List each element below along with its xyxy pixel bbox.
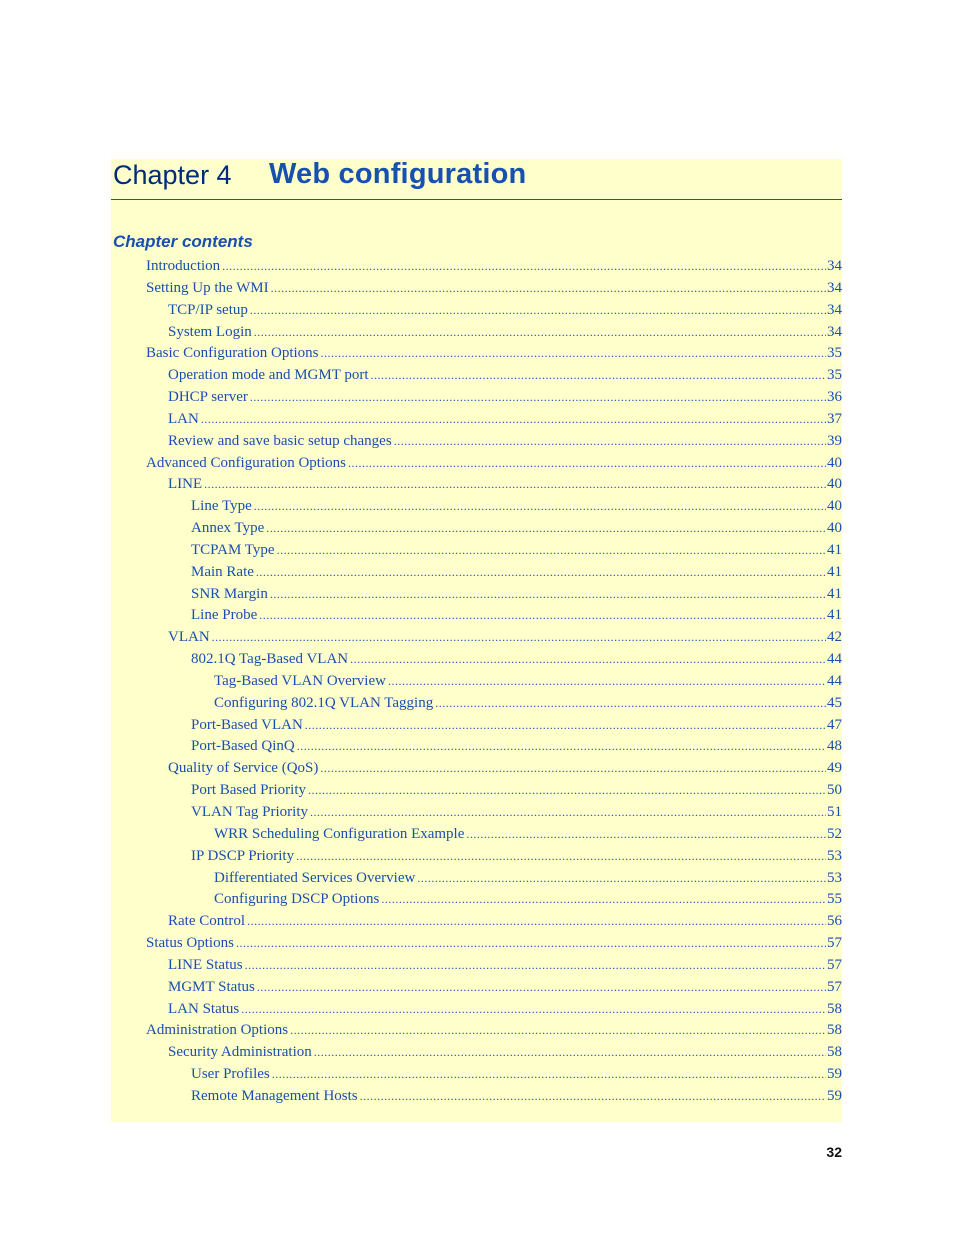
toc-entry-title: Introduction [146, 258, 221, 274]
toc-dot-leader [236, 936, 826, 951]
toc-entry-page: 55 [827, 891, 842, 907]
toc-entry-title: Main Rate [191, 564, 254, 580]
toc-dot-leader [417, 871, 826, 886]
toc-entry-page: 41 [827, 542, 842, 558]
toc-dot-leader [371, 368, 826, 383]
toc-entry[interactable] [146, 280, 842, 302]
toc-entry[interactable] [214, 673, 842, 695]
toc-entry[interactable] [146, 1022, 842, 1044]
toc-dot-leader [297, 739, 826, 754]
toc-entry-page: 36 [827, 389, 842, 405]
toc-entry-page: 40 [827, 498, 842, 514]
page-number: 32 [826, 1144, 842, 1160]
toc-entry[interactable] [191, 717, 842, 739]
toc-dot-leader [388, 674, 826, 689]
toc-entry-title: 802.1Q Tag-Based VLAN [191, 651, 349, 667]
toc-entry-title: Advanced Configuration Options [146, 455, 346, 471]
toc-entry-page: 59 [827, 1088, 842, 1104]
toc-entry-title: Configuring DSCP Options [214, 891, 380, 907]
toc-dot-leader [204, 477, 826, 492]
toc-entry-page: 57 [827, 957, 842, 973]
toc-entry[interactable] [168, 760, 842, 782]
toc-entry[interactable] [168, 367, 842, 389]
toc-entry[interactable] [146, 345, 842, 367]
toc-entry[interactable] [168, 389, 842, 411]
toc-dot-leader [310, 805, 826, 820]
toc-entry-title: Quality of Service (QoS) [168, 760, 319, 776]
toc-entry-page: 51 [827, 804, 842, 820]
toc-dot-leader [308, 783, 826, 798]
toc-dot-leader [466, 827, 826, 842]
toc-dot-leader [259, 608, 826, 623]
toc-entry[interactable] [214, 870, 842, 892]
toc-dot-leader [245, 958, 826, 973]
toc-entry-page: 47 [827, 717, 842, 733]
toc-entry-page: 41 [827, 564, 842, 580]
toc-entry-page: 50 [827, 782, 842, 798]
toc-entry-title: Remote Management Hosts [191, 1088, 358, 1104]
toc-entry-title: LAN Status [168, 1001, 240, 1017]
toc-entry-page: 34 [827, 280, 842, 296]
toc-entry[interactable] [214, 695, 842, 717]
toc-entry-page: 44 [827, 651, 842, 667]
toc-dot-leader [201, 412, 826, 427]
toc-dot-leader [290, 1023, 826, 1038]
toc-entry-page: 48 [827, 738, 842, 754]
toc-entry-title: IP DSCP Priority [191, 848, 295, 864]
toc-entry-page: 37 [827, 411, 842, 427]
toc-entry-page: 49 [827, 760, 842, 776]
toc-entry-title: Differentiated Services Overview [214, 870, 416, 886]
toc-entry[interactable] [168, 979, 842, 1001]
toc-entry-title: VLAN Tag Priority [191, 804, 308, 820]
toc-entry-page: 44 [827, 673, 842, 689]
toc-entry-page: 53 [827, 848, 842, 864]
toc-entry-title: DHCP server [168, 389, 248, 405]
toc-dot-leader [257, 980, 826, 995]
toc-entry-title: Security Administration [168, 1044, 312, 1060]
toc-entry[interactable] [168, 324, 842, 346]
toc-entry-title: Basic Configuration Options [146, 345, 319, 361]
toc-entry[interactable] [191, 607, 842, 629]
toc-entry-title: Status Options [146, 935, 234, 951]
toc-entry-title: User Profiles [191, 1066, 270, 1082]
toc-entry[interactable] [168, 433, 842, 455]
toc-entry-page: 52 [827, 826, 842, 842]
toc-dot-leader [296, 849, 826, 864]
toc-dot-leader [272, 1067, 826, 1082]
toc-entry-page: 45 [827, 695, 842, 711]
toc-dot-leader [360, 1089, 826, 1104]
toc-entry[interactable] [146, 455, 842, 477]
toc-entry-title: LAN [168, 411, 199, 427]
toc-entry[interactable] [168, 957, 842, 979]
toc-entry-page: 58 [827, 1001, 842, 1017]
toc-entry-title: LINE Status [168, 957, 243, 973]
toc-entry-page: 40 [827, 520, 842, 536]
toc-entry[interactable] [168, 629, 842, 651]
toc-entry[interactable] [214, 826, 842, 848]
toc-dot-leader [320, 761, 826, 776]
toc-entry-title: Port Based Priority [191, 782, 306, 798]
toc-entry-title: TCP/IP setup [168, 302, 248, 318]
toc-dot-leader [256, 565, 826, 580]
chapter-label: Chapter 4 [113, 160, 232, 190]
toc-entry-page: 41 [827, 607, 842, 623]
toc-entry[interactable] [168, 913, 842, 935]
toc-entry-title: Line Type [191, 498, 252, 514]
toc-entry-title: Port-Based QinQ [191, 738, 295, 754]
toc-entry-title: SNR Margin [191, 586, 268, 602]
toc-entry[interactable] [191, 520, 842, 542]
toc-entry-page: 59 [827, 1066, 842, 1082]
toc-entry-page: 40 [827, 476, 842, 492]
toc-dot-leader [435, 696, 826, 711]
toc-entry-page: 35 [827, 345, 842, 361]
toc-entry[interactable] [191, 498, 842, 520]
toc-dot-leader [254, 325, 826, 340]
toc-dot-leader [250, 390, 826, 405]
toc-dot-leader [247, 914, 826, 929]
toc-dot-leader [250, 303, 826, 318]
toc-entry-title: Administration Options [146, 1022, 289, 1038]
toc-entry[interactable] [168, 1044, 842, 1066]
toc-entry[interactable] [168, 411, 842, 433]
chapter-title: Web configuration [269, 158, 527, 190]
toc-entry[interactable] [191, 1088, 842, 1110]
toc-entry-title: Line Probe [191, 607, 258, 623]
toc-entry-page: 53 [827, 870, 842, 886]
toc-entry-title: MGMT Status [168, 979, 255, 995]
toc-dot-leader [381, 892, 826, 907]
toc-entry[interactable] [191, 1066, 842, 1088]
toc-entry[interactable] [168, 476, 842, 498]
toc-entry-page: 41 [827, 586, 842, 602]
toc-entry-title: Rate Control [168, 913, 246, 929]
chapter-header [111, 159, 842, 200]
toc-entry[interactable] [191, 782, 842, 804]
toc-dot-leader [277, 543, 826, 558]
toc-entry[interactable] [146, 258, 842, 280]
toc-dot-leader [350, 652, 826, 667]
toc-entry-title: Configuring 802.1Q VLAN Tagging [214, 695, 434, 711]
toc-entry[interactable] [191, 804, 842, 826]
toc-entry-page: 34 [827, 302, 842, 318]
toc-entry-title: Port-Based VLAN [191, 717, 303, 733]
toc-entry-page: 39 [827, 433, 842, 449]
toc-entry[interactable] [168, 1001, 842, 1023]
toc-entry-title: TCPAM Type [191, 542, 275, 558]
toc-entry-title: Setting Up the WMI [146, 280, 269, 296]
toc-entry-title: Tag-Based VLAN Overview [214, 673, 386, 689]
toc-entry[interactable] [191, 542, 842, 564]
toc-entry-title: VLAN [168, 629, 210, 645]
contents-heading: Chapter contents [113, 232, 253, 251]
toc-dot-leader [254, 499, 826, 514]
table-of-contents [0, 258, 954, 1118]
toc-entry[interactable] [191, 738, 842, 760]
toc-entry-title: Annex Type [191, 520, 265, 536]
toc-entry-page: 34 [827, 324, 842, 340]
toc-entry-title: WRR Scheduling Configuration Example [214, 826, 465, 842]
toc-entry-page: 58 [827, 1044, 842, 1060]
toc-entry[interactable] [214, 891, 842, 913]
toc-dot-leader [271, 281, 826, 296]
toc-dot-leader [305, 718, 826, 733]
toc-dot-leader [270, 587, 826, 602]
toc-entry[interactable] [191, 848, 842, 870]
toc-dot-leader [321, 346, 827, 361]
toc-entry-title: Review and save basic setup changes [168, 433, 392, 449]
toc-dot-leader [241, 1002, 826, 1017]
toc-dot-leader [394, 434, 826, 449]
toc-entry-page: 57 [827, 979, 842, 995]
toc-entry-title: System Login [168, 324, 252, 340]
toc-entry[interactable] [146, 935, 842, 957]
toc-entry-title: Operation mode and MGMT port [168, 367, 369, 383]
toc-entry[interactable] [168, 302, 842, 324]
toc-dot-leader [348, 456, 826, 471]
toc-entry-page: 57 [827, 935, 842, 951]
toc-entry[interactable] [191, 651, 842, 673]
toc-entry[interactable] [191, 564, 842, 586]
toc-entry-page: 42 [827, 629, 842, 645]
toc-dot-leader [266, 521, 826, 536]
toc-entry[interactable] [191, 586, 842, 608]
toc-entry-page: 56 [827, 913, 842, 929]
toc-dot-leader [314, 1045, 826, 1060]
toc-entry-page: 35 [827, 367, 842, 383]
toc-entry-title: LINE [168, 476, 203, 492]
toc-entry-page: 40 [827, 455, 842, 471]
toc-dot-leader [222, 259, 826, 274]
toc-entry-page: 58 [827, 1022, 842, 1038]
toc-entry-page: 34 [827, 258, 842, 274]
toc-dot-leader [212, 630, 826, 645]
